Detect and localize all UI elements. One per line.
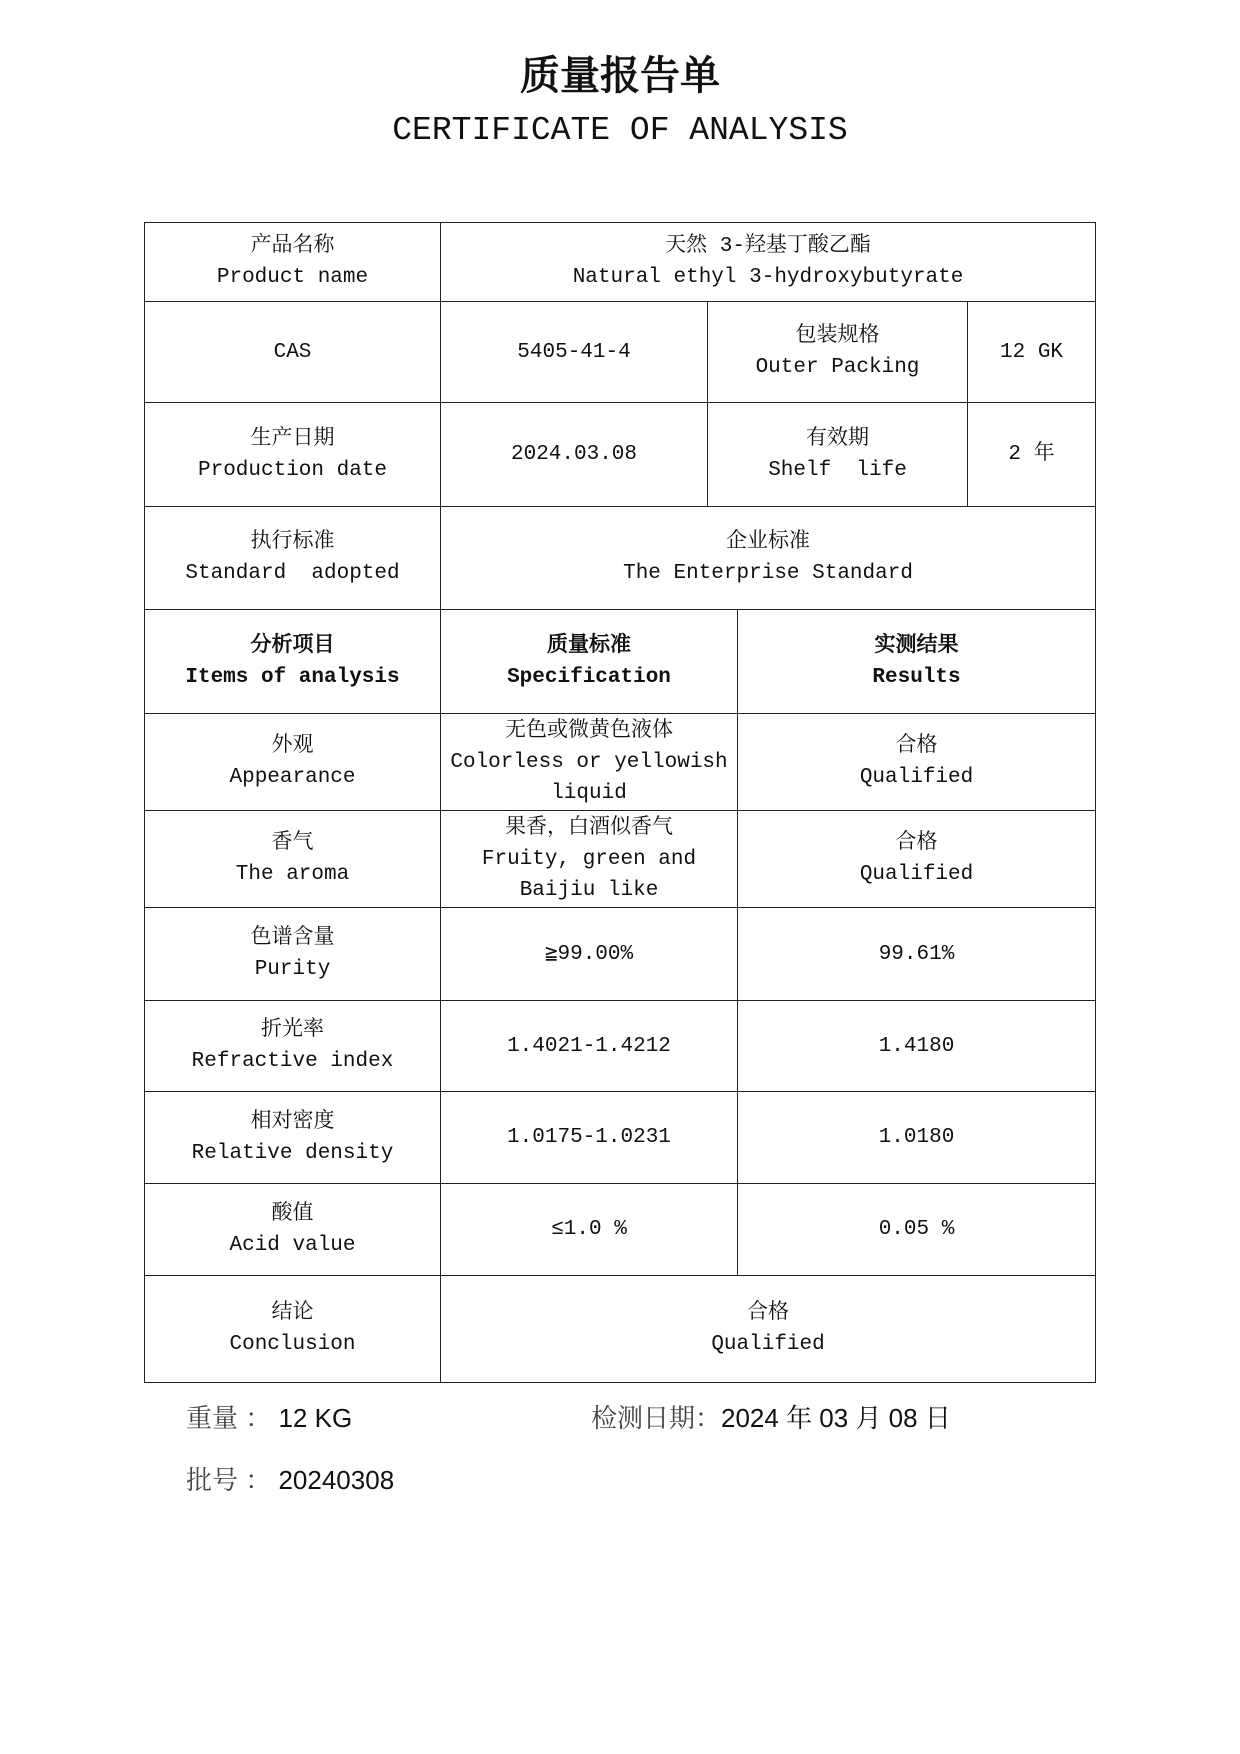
row-product-name xyxy=(145,223,1096,302)
spec-cell: ≧99.00% xyxy=(441,908,738,1001)
result-cell: 1.0180 xyxy=(738,1092,1096,1184)
cas-label: CAS xyxy=(145,302,441,403)
spec-cell: 1.4021-1.4212 xyxy=(441,1001,738,1092)
spec-cell: ≤1.0 % xyxy=(441,1184,738,1276)
test-date-line: 检测日期：2024 年 03 月 08 日 xyxy=(591,1403,951,1433)
item-cell: 相对密度 Relative density xyxy=(145,1092,441,1184)
spec-cell: 无色或微黄色液体 Colorless or yellowish liquid xyxy=(441,714,738,811)
document-title-cn: 质量报告单 xyxy=(520,53,720,99)
item-cell: 折光率 Refractive index xyxy=(145,1001,441,1092)
batch-line: 批号 ： 20240308 xyxy=(186,1465,395,1495)
result-cell: 0.05 % xyxy=(738,1184,1096,1276)
document-title-en: CERTIFICATE OF ANALYSIS xyxy=(392,112,848,149)
table-row xyxy=(145,1092,1096,1184)
table-row xyxy=(145,811,1096,908)
standard-value: 企业标准 The Enterprise Standard xyxy=(441,507,1096,610)
spec-cell: 果香，白酒似香气 Fruity, green and Baijiu like xyxy=(441,811,738,908)
result-cell: 99.61% xyxy=(738,908,1096,1001)
row-cas xyxy=(145,302,1096,403)
header-items: 分析项目 Items of analysis xyxy=(145,610,441,714)
conclusion-label: 结论 Conclusion xyxy=(145,1276,441,1383)
item-cell: 外观 Appearance xyxy=(145,714,441,811)
item-cell: 酸值 Acid value xyxy=(145,1184,441,1276)
packing-value: 12 GK xyxy=(968,302,1096,403)
result-cell: 1.4180 xyxy=(738,1001,1096,1092)
item-cell: 色谱含量 Purity xyxy=(145,908,441,1001)
cas-value: 5405-41-4 xyxy=(441,302,708,403)
row-standard xyxy=(145,507,1096,610)
analysis-header-row xyxy=(145,610,1096,714)
result-cell: 合格 Qualified xyxy=(738,714,1096,811)
packing-label: 包装规格 Outer Packing xyxy=(708,302,968,403)
product-name-value: 天然 3-羟基丁酸乙酯 Natural ethyl 3-hydroxybutyrate xyxy=(441,223,1096,302)
header-results: 实测结果 Results xyxy=(738,610,1096,714)
standard-label: 执行标准 Standard adopted xyxy=(145,507,441,610)
row-production-date xyxy=(145,403,1096,507)
conclusion-row xyxy=(145,1276,1096,1383)
header-specification: 质量标准 Specification xyxy=(441,610,738,714)
table-row xyxy=(145,908,1096,1001)
result-cell: 合格 Qualified xyxy=(738,811,1096,908)
production-date-value: 2024.03.08 xyxy=(441,403,708,507)
item-cell: 香气 The aroma xyxy=(145,811,441,908)
weight-line: 重量 ： 12 KG xyxy=(186,1403,353,1433)
production-date-label: 生产日期 Production date xyxy=(145,403,441,507)
table-row xyxy=(145,1001,1096,1092)
shelf-life-value: 2 年 xyxy=(968,403,1096,507)
shelf-life-label: 有效期 Shelf life xyxy=(708,403,968,507)
table-row xyxy=(145,714,1096,811)
certificate-table xyxy=(144,222,1096,1383)
conclusion-value: 合格 Qualified xyxy=(441,1276,1096,1383)
spec-cell: 1.0175-1.0231 xyxy=(441,1092,738,1184)
product-name-label: 产品名称 Product name xyxy=(145,223,441,302)
table-row xyxy=(145,1184,1096,1276)
